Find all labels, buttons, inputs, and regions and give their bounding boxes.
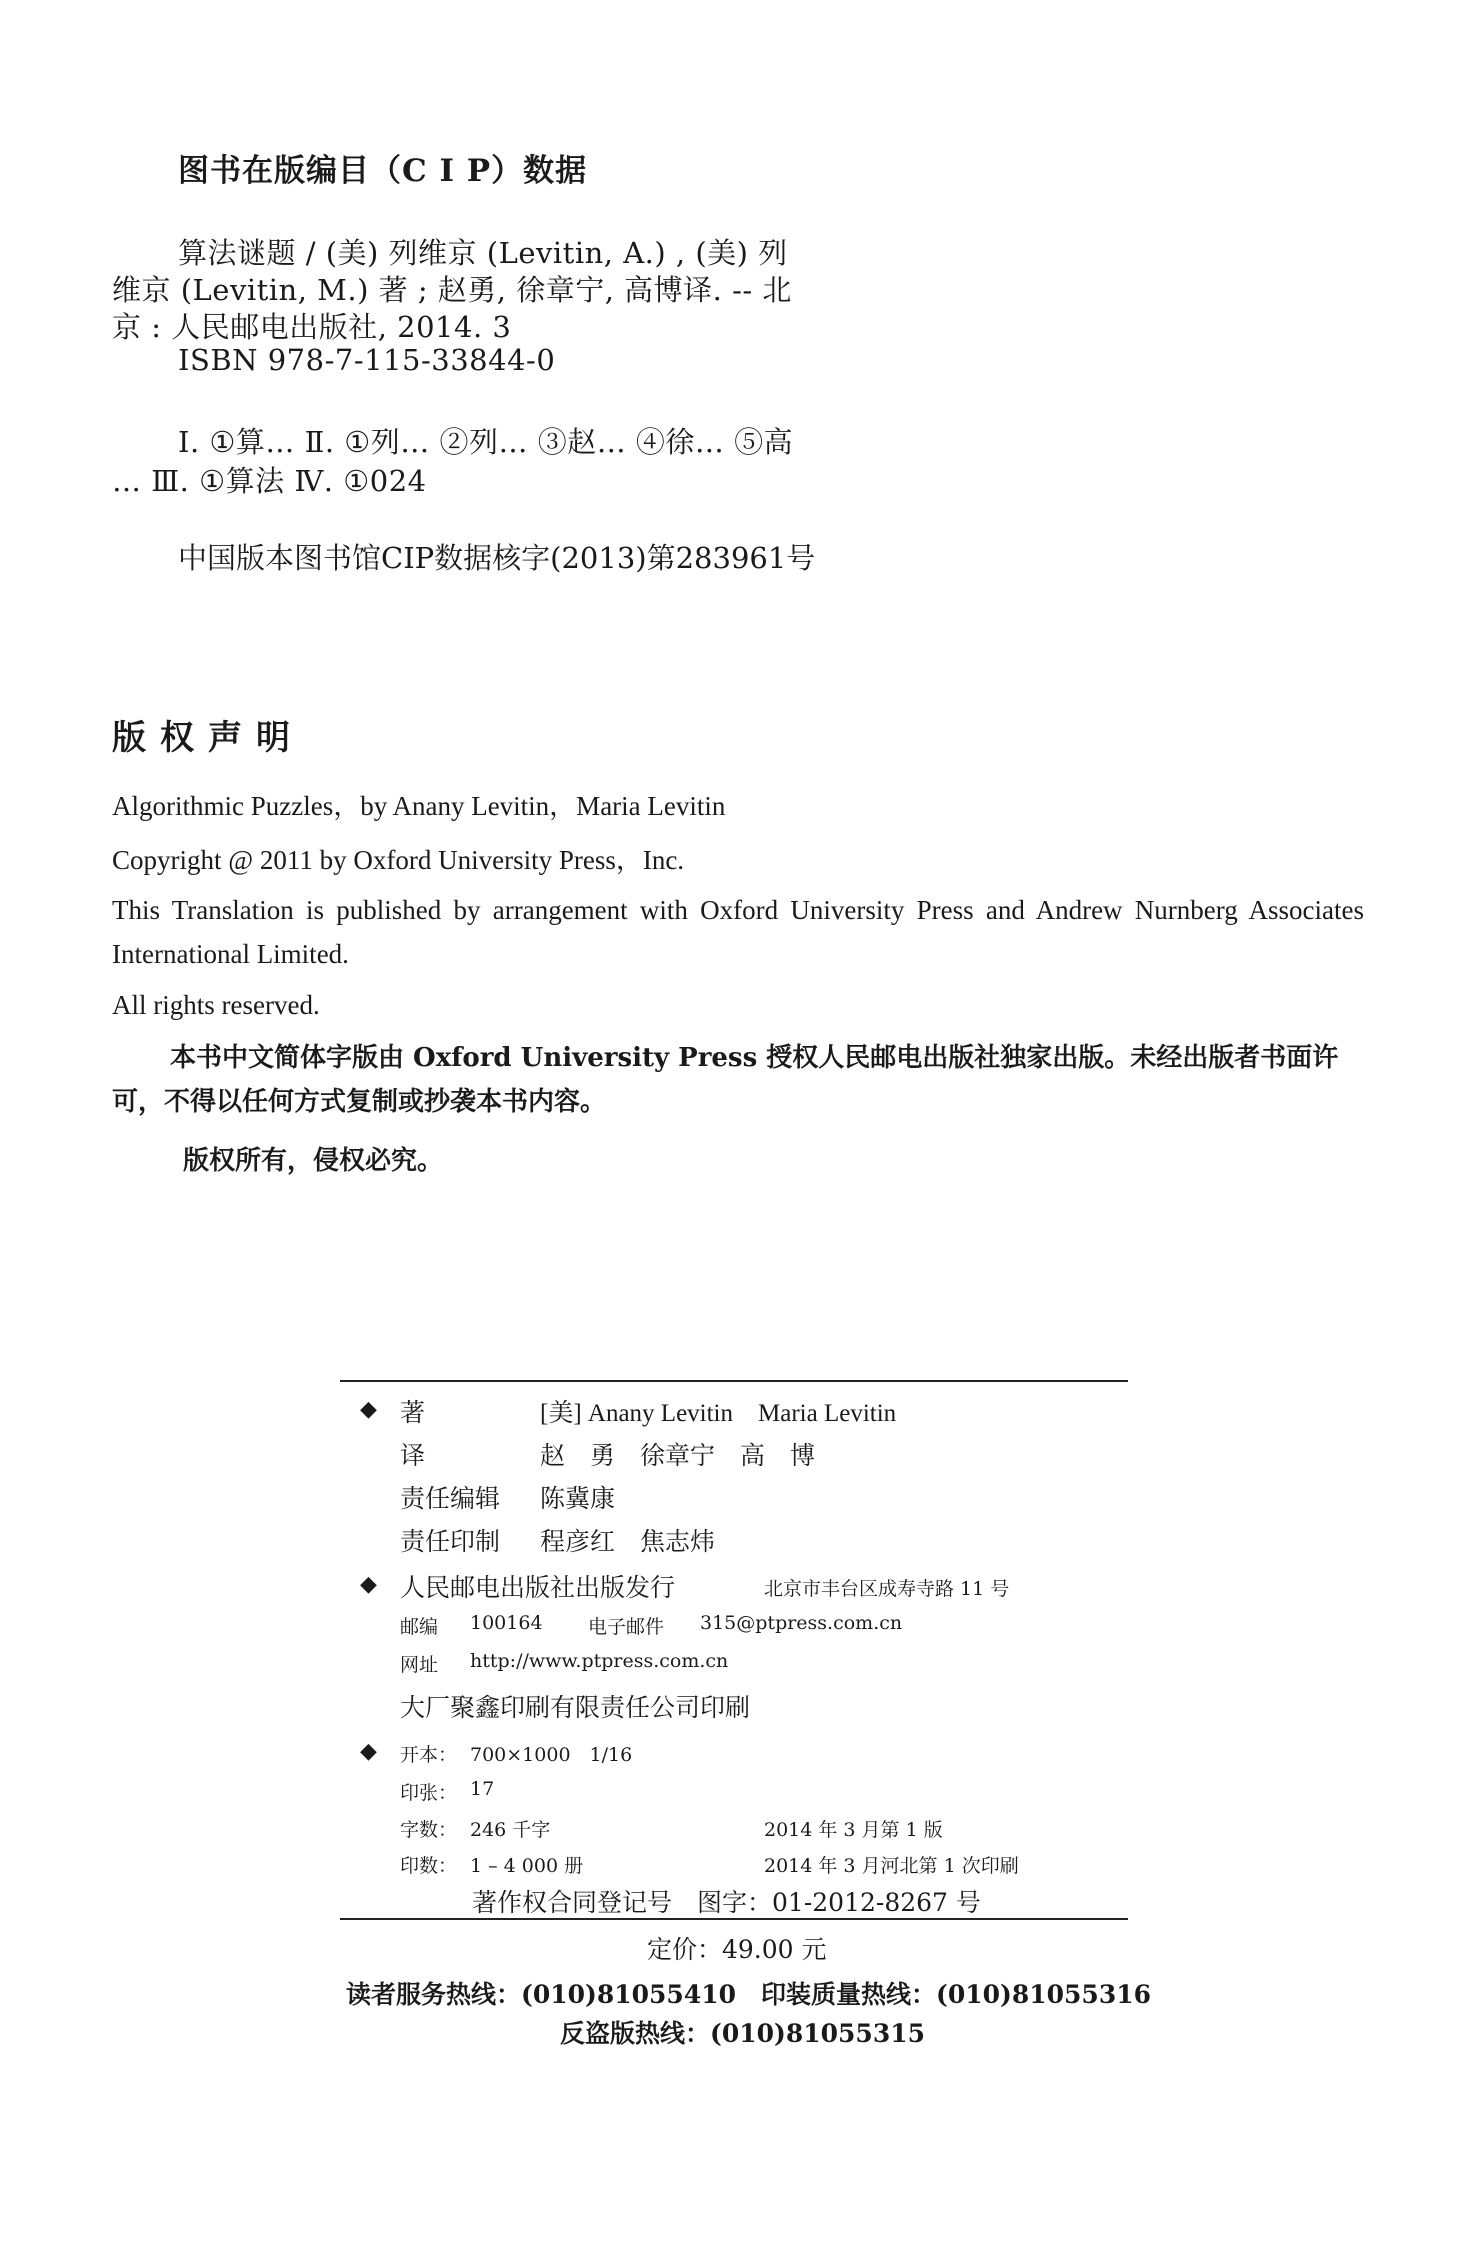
bullet-icon: ◆: [360, 1572, 377, 1597]
postcode-label: 邮编: [400, 1616, 439, 1638]
cip-line: 维京 (Levitin, M.) 著 ; 赵勇, 徐章宁, 高博译. -- 北: [112, 273, 792, 307]
bullet-icon: ◆: [360, 1397, 377, 1422]
cip-line: ISBN 978-7-115-33844-0: [178, 343, 556, 377]
print-manager-value: 程彦红 焦志炜: [540, 1527, 716, 1556]
copyright-line: Copyright @ 2011 by Oxford University Press，Inc.: [112, 845, 685, 875]
cip-record-number: 中国版本图书馆CIP数据核字(2013)第283961号: [178, 541, 816, 575]
sheets-label: 印张：: [400, 1782, 458, 1804]
rights-reserved: All rights reserved.: [112, 990, 320, 1020]
sheets: 17: [470, 1778, 495, 1800]
format: 700×1000 1/16: [470, 1744, 633, 1766]
printing: 2014 年 3 月河北第 1 次印刷: [764, 1855, 1019, 1877]
chinese-license-notice: 本书中文简体字版由 Oxford University Press 授权人民邮电出版社独家出版。未经出版者书面许可，不得以任何方式复制或抄袭本书内容。: [112, 1043, 1339, 1117]
publisher-address: 北京市丰台区成寿寺路 11 号: [764, 1578, 1010, 1600]
print-run-label: 印数：: [400, 1855, 458, 1877]
website: http://www.ptpress.com.cn: [470, 1650, 729, 1672]
website-label: 网址: [400, 1654, 439, 1676]
format-label: 开本：: [400, 1744, 458, 1766]
cip-line: 京 : 人民邮电出版社, 2014. 3: [112, 310, 512, 344]
translation-notice: This Translation is published by arrangement with Oxford University Press and Andrew Nurnberg Associates International Limited.: [112, 895, 1364, 969]
word-count-label: 字数：: [400, 1819, 458, 1841]
author-value: [美] Anany Levitin Maria Levitin: [540, 1400, 897, 1427]
editor-value: 陈冀康: [540, 1484, 616, 1513]
imprint-bottom-rule: [340, 1918, 1128, 1920]
original-title-line: Algorithmic Puzzles，by Anany Levitin，Maria Levitin: [112, 791, 726, 821]
price: 定价：49.00 元: [647, 1935, 827, 1964]
cip-line: 算法谜题 / (美) 列维京 (Levitin, A.) , (美) 列: [178, 236, 788, 270]
author-label: 著: [400, 1398, 426, 1427]
anti-piracy-hotline: 反盗版热线：(010)81055315: [560, 2019, 926, 2048]
cip-line: … Ⅲ. ①算法 Ⅳ. ①024: [112, 464, 427, 498]
imprint-top-rule: [340, 1380, 1128, 1382]
postcode: 100164: [470, 1612, 543, 1634]
translator-value: 赵 勇 徐章宁 高 博: [540, 1441, 816, 1470]
contract-registration: 著作权合同登记号 图字：01-2012-8267 号: [472, 1888, 981, 1917]
cip-line: Ⅰ. ①算… Ⅱ. ①列… ②列… ③赵… ④徐… ⑤高: [178, 425, 794, 459]
reader-hotlines: 读者服务热线：(010)81055410 印装质量热线：(010)81055316: [346, 1980, 1152, 2009]
chinese-rights-notice: 版权所有，侵权必究。: [183, 1146, 444, 1176]
print-manager-label: 责任印制: [400, 1527, 501, 1556]
email-label: 电子邮件: [588, 1616, 665, 1638]
word-count: 246 千字: [470, 1819, 551, 1841]
cip-title: 图书在版编目（C I P）数据: [178, 153, 588, 189]
copyright-heading: 版权声明: [112, 718, 304, 758]
publisher: 人民邮电出版社出版发行: [400, 1573, 676, 1602]
bullet-icon: ◆: [360, 1739, 377, 1764]
translator-label: 译: [400, 1441, 426, 1470]
edition: 2014 年 3 月第 1 版: [764, 1819, 943, 1841]
printer: 大厂聚鑫印刷有限责任公司印刷: [400, 1693, 751, 1722]
email: 315@ptpress.com.cn: [700, 1612, 903, 1634]
print-run: 1 – 4 000 册: [470, 1855, 584, 1877]
editor-label: 责任编辑: [400, 1484, 501, 1513]
